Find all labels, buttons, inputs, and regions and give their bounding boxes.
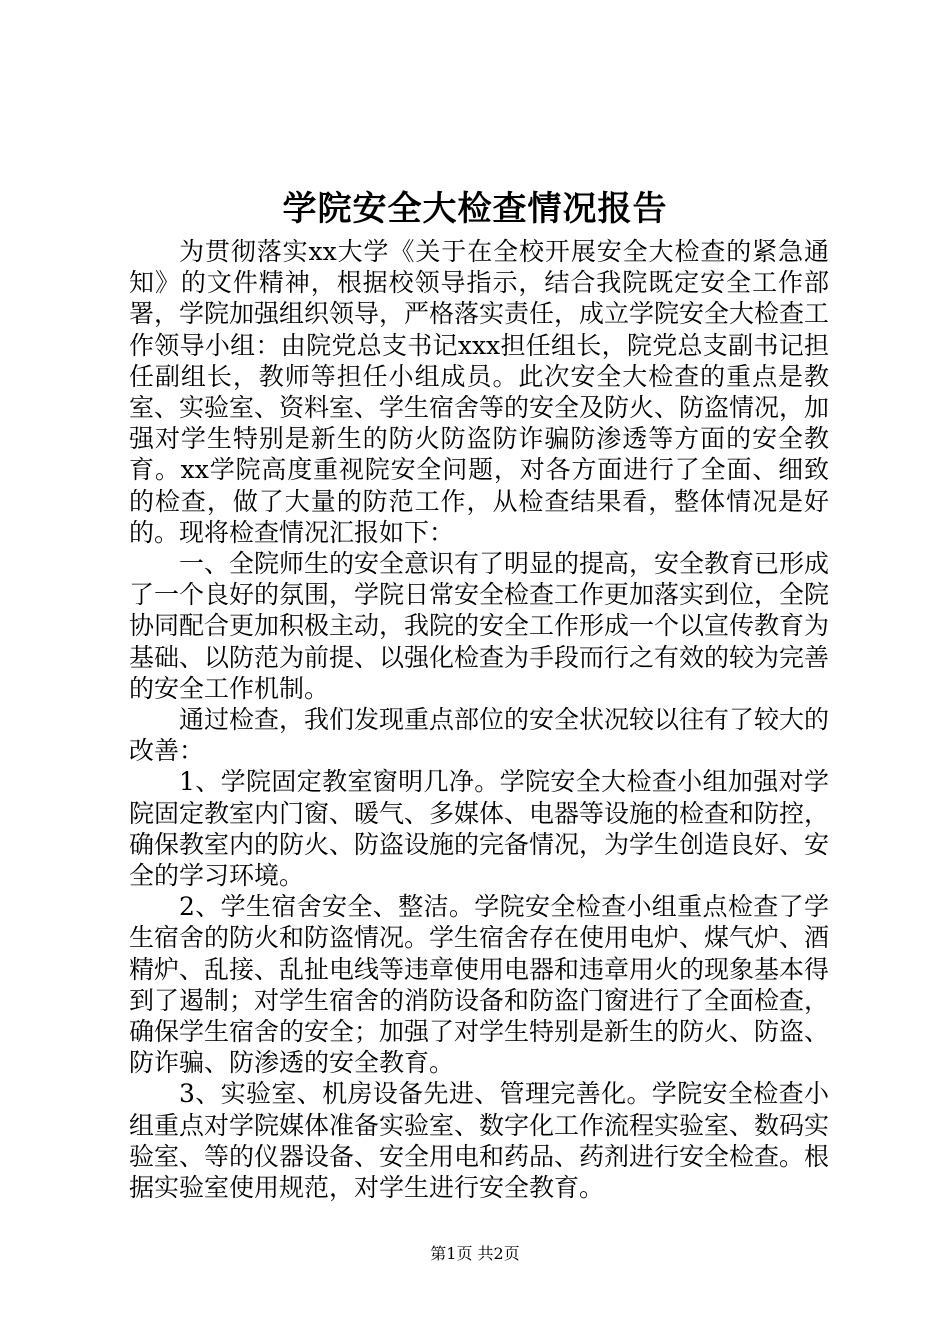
paragraph-item-classrooms: 1、学院固定教室窗明几净。学院安全大检查小组加强对学院固定教室内门窗、暖气、多媒体、电器等设施的检查和防控，确保教室内的防火、防盗设施的完备情况，为学生创造良好、安全的学习环境。: [129, 767, 830, 891]
paragraph-item-dormitories: 2、学生宿舍安全、整洁。学院安全检查小组重点检查了学生宿舍的防火和防盗情况。学生宿舍存在使用电炉、煤气炉、酒精炉、乱接、乱扯电线等违章使用电器和违章用火的现象基本得到了遏制；对学生宿舍的消防设备和防盗门窗进行了全面检查，确保学生宿舍的安全；加强了对学生特别是新生的防火、防盗、防诈骗、防渗透的安全教育。: [129, 892, 830, 1078]
paragraph-section-one: 一、全院师生的安全意识有了明显的提高，安全教育已形成了一个良好的氛围，学院日常安全检查工作更加落实到位，全院协同配合更加积极主动，我院的安全工作形成一个以宣传教育为基础、以防范为前提、以强化检查为手段而行之有效的较为完善的安全工作机制。: [129, 549, 830, 703]
document-title: 学院安全大检查情况报告: [282, 189, 668, 229]
document-body: [129, 236, 829, 1203]
paragraph-improvements-intro: 通过检查，我们发现重点部位的安全状况较以往有了较大的改善：: [129, 705, 830, 766]
paragraph-intro: 为贯彻落实xx大学《关于在全校开展安全大检查的紧急通知》的文件精神，根据校领导指示，结合我院既定安全工作部署，学院加强组织领导，严格落实责任，成立学院安全大检查工作领导小组：由院党总支书记xxx担任组长，院党总支副书记担任副组长，教师等担任小组成员。此次安全大检查的重点是教室、实验室、资料室、学生宿舍等的安全及防火、防盗情况，加强对学生特别是新生的防火防盗防诈骗防渗透等方面的安全教育。xx学院高度重视院安全问题，对各方面进行了全面、细致的检查，做了大量的防范工作，从检查结果看，整体情况是好的。现将检查情况汇报如下：: [129, 237, 830, 547]
page-number-footer: 第1页 共2页: [430, 1244, 520, 1263]
paragraph-item-laboratories: 3、实验室、机房设备先进、管理完善化。学院安全检查小组重点对学院媒体准备实验室、数字化工作流程实验室、数码实验室、等的仪器设备、安全用电和药品、药剂进行安全检查。根据实验室使用规范，对学生进行安全教育。: [129, 1079, 830, 1203]
